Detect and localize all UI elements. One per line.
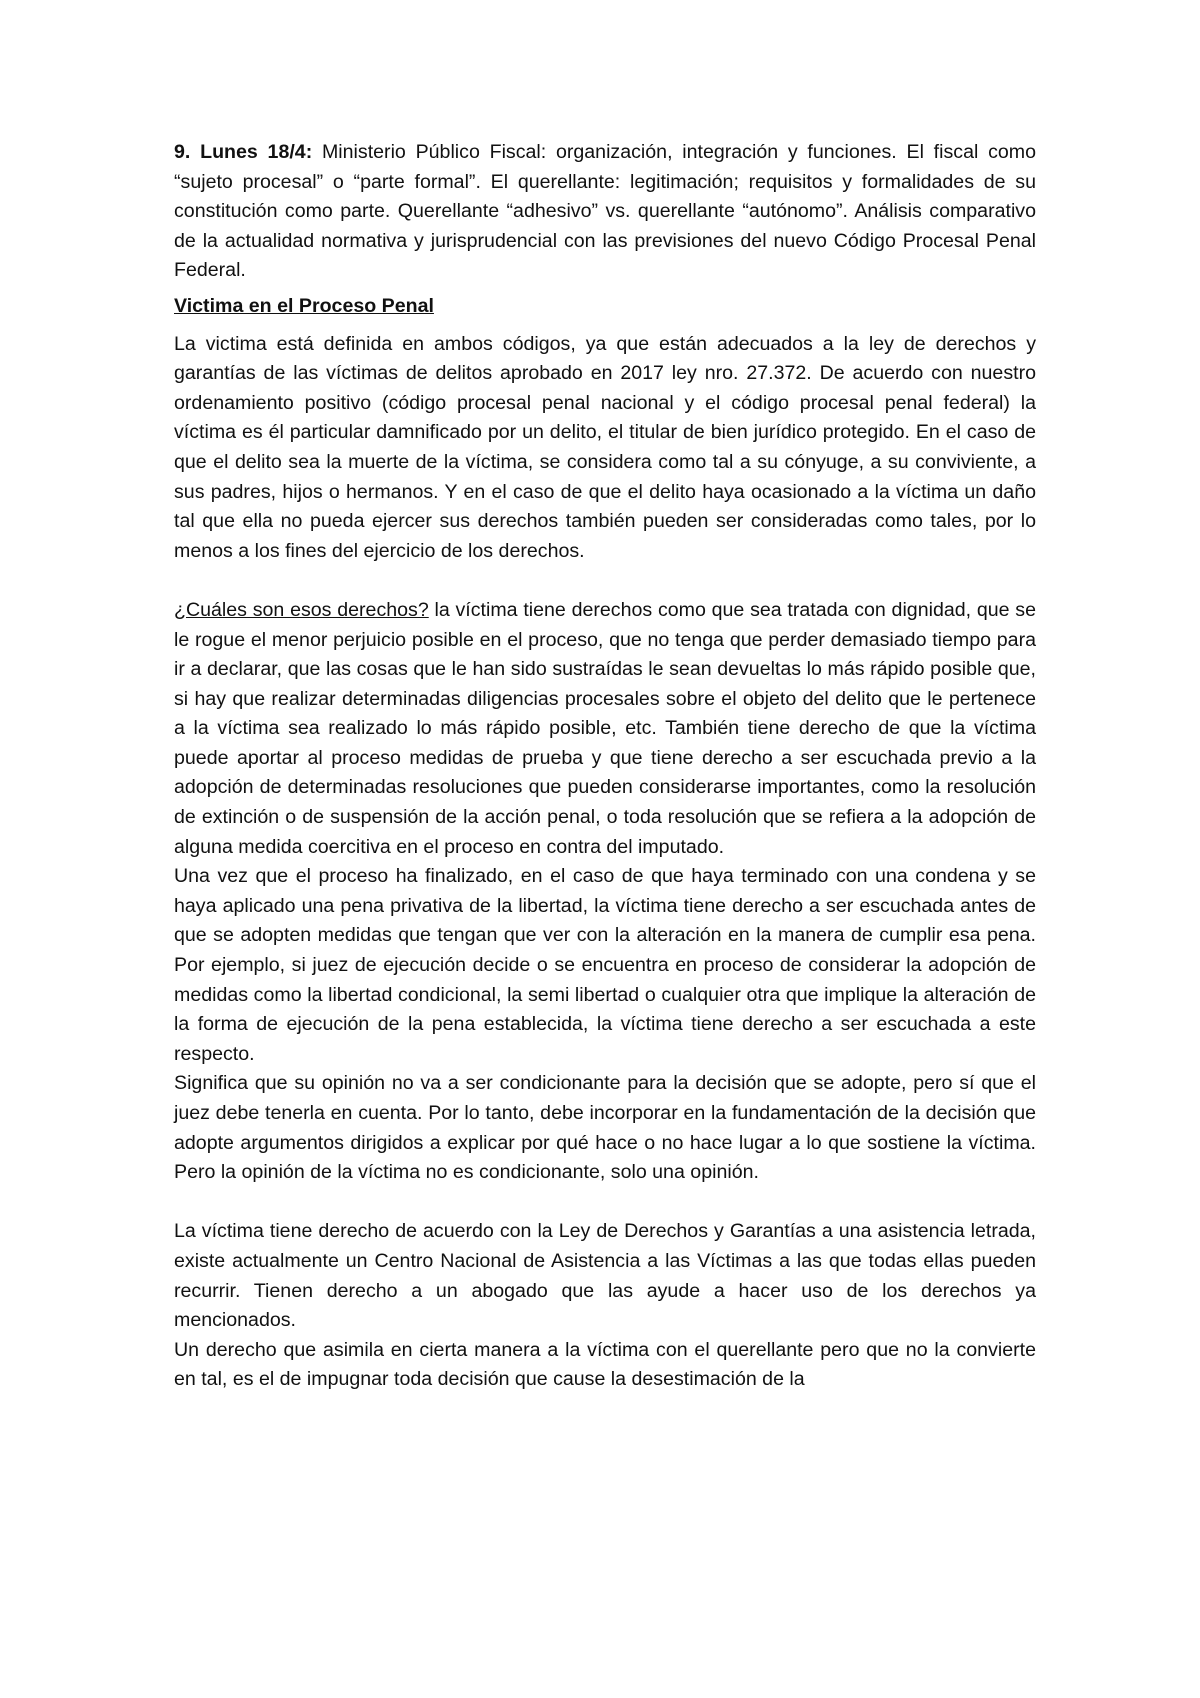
paragraph-assistance: La víctima tiene derecho de acuerdo con la Ley de Derechos y Garantías a una asistencia letrada, existe actualmente un Centro Nacional de Asistencia a las Víctimas a las que todas ellas pueden recurrir. Tienen derecho a un abogado que las ayude a hacer uso de los derechos ya mencionados. (174, 1220, 1036, 1332)
paragraph-opinion: Significa que su opinión no va a ser condicionante para la decisión que se adopte, pero sí que el juez debe tenerla en cuenta. Por lo tanto, debe incorporar en la fundamentación de la decisión que adopte argumentos dirigidos a explicar por qué hace o no hace lugar a lo que sostiene la víctima. Pero la opinión de la víctima no es condicionante, solo una opinión. (174, 1072, 1036, 1184)
section-intro-text: Ministerio Público Fiscal: organización, integración y funciones. El fiscal como “sujeto procesal” o “parte formal”. El querellante: legitimación; requisitos y formalidades de su constitución como parte. Querellante “adhesivo” vs. querellante “autónomo”. Análisis comparativo de la actualidad normativa y jurisprudencial con las previsiones del nuevo Código Procesal Penal Federal. (174, 141, 1036, 282)
paragraph-rights (174, 596, 1036, 862)
paragraph-impugnation: Un derecho que asimila en cierta manera a la víctima con el querellante pero que no la convierte en tal, es el de impugnar toda decisión que cause la desestimación de la (174, 1338, 1036, 1391)
section-intro (174, 138, 1036, 286)
rights-question: ¿Cuáles son esos derechos? (174, 598, 429, 621)
section-heading: Victima en el Proceso Penal (174, 294, 434, 317)
section-number-label: 9. Lunes 18/4: (174, 141, 313, 163)
paragraph-definition: La victima está definida en ambos códigos, ya que están adecuados a la ley de derechos y garantías de las víctimas de delitos aprobado en 2017 ley nro. 27.372. De acuerdo con nuestro ordenamiento positivo (código procesal penal nacional y el código procesal penal federal) la víctima es él particular damnificado por un delito, el titular de bien jurídico protegido. En el caso de que el delito sea la muerte de la víctima, se considera como tal a su cónyuge, a su conviviente, a sus padres, hijos o hermanos. Y en el caso de que el delito haya ocasionado a la víctima un daño tal que ella no pueda ejercer sus derechos también pueden ser consideradas como tales, por lo menos a los fines del ejercicio de los derechos. (174, 332, 1036, 562)
rights-text: la víctima tiene derechos como que sea tratada con dignidad, que se le rogue el menor perjuicio posible en el proceso, que no tenga que perder demasiado tiempo para ir a declarar, que las cosas que le han sido sustraídas le sean devueltas lo más rápido posible que, si hay que realizar determinadas diligencias procesales sobre el objeto del delito que le pertenece a la víctima sea realizado lo más rápido posible, etc. También tiene derecho de que la víctima puede aportar al proceso medidas de prueba y que tiene derecho a ser escuchada previo a la adopción de determinadas resoluciones que pueden considerarse importantes, como la resolución de extinción o de suspensión de la acción penal, o toda resolución que se refiera a la adopción de alguna medida coercitiva en el proceso en contra del imputado. (174, 598, 1036, 858)
document-page (174, 138, 1036, 1395)
paragraph-execution: Una vez que el proceso ha finalizado, en el caso de que haya terminado con una condena y se haya aplicado una pena privativa de la libertad, la víctima tiene derecho a ser escuchada antes de que se adopten medidas que tengan que ver con la alteración en la manera de cumplir esa pena. Por ejemplo, si juez de ejecución decide o se encuentra en proceso de considerar la adopción de medidas como la libertad condicional, la semi libertad o cualquier otra que implique la alteración de la forma de ejecución de la pena establecida, la víctima tiene derecho a ser escuchada a este respecto. (174, 865, 1036, 1065)
